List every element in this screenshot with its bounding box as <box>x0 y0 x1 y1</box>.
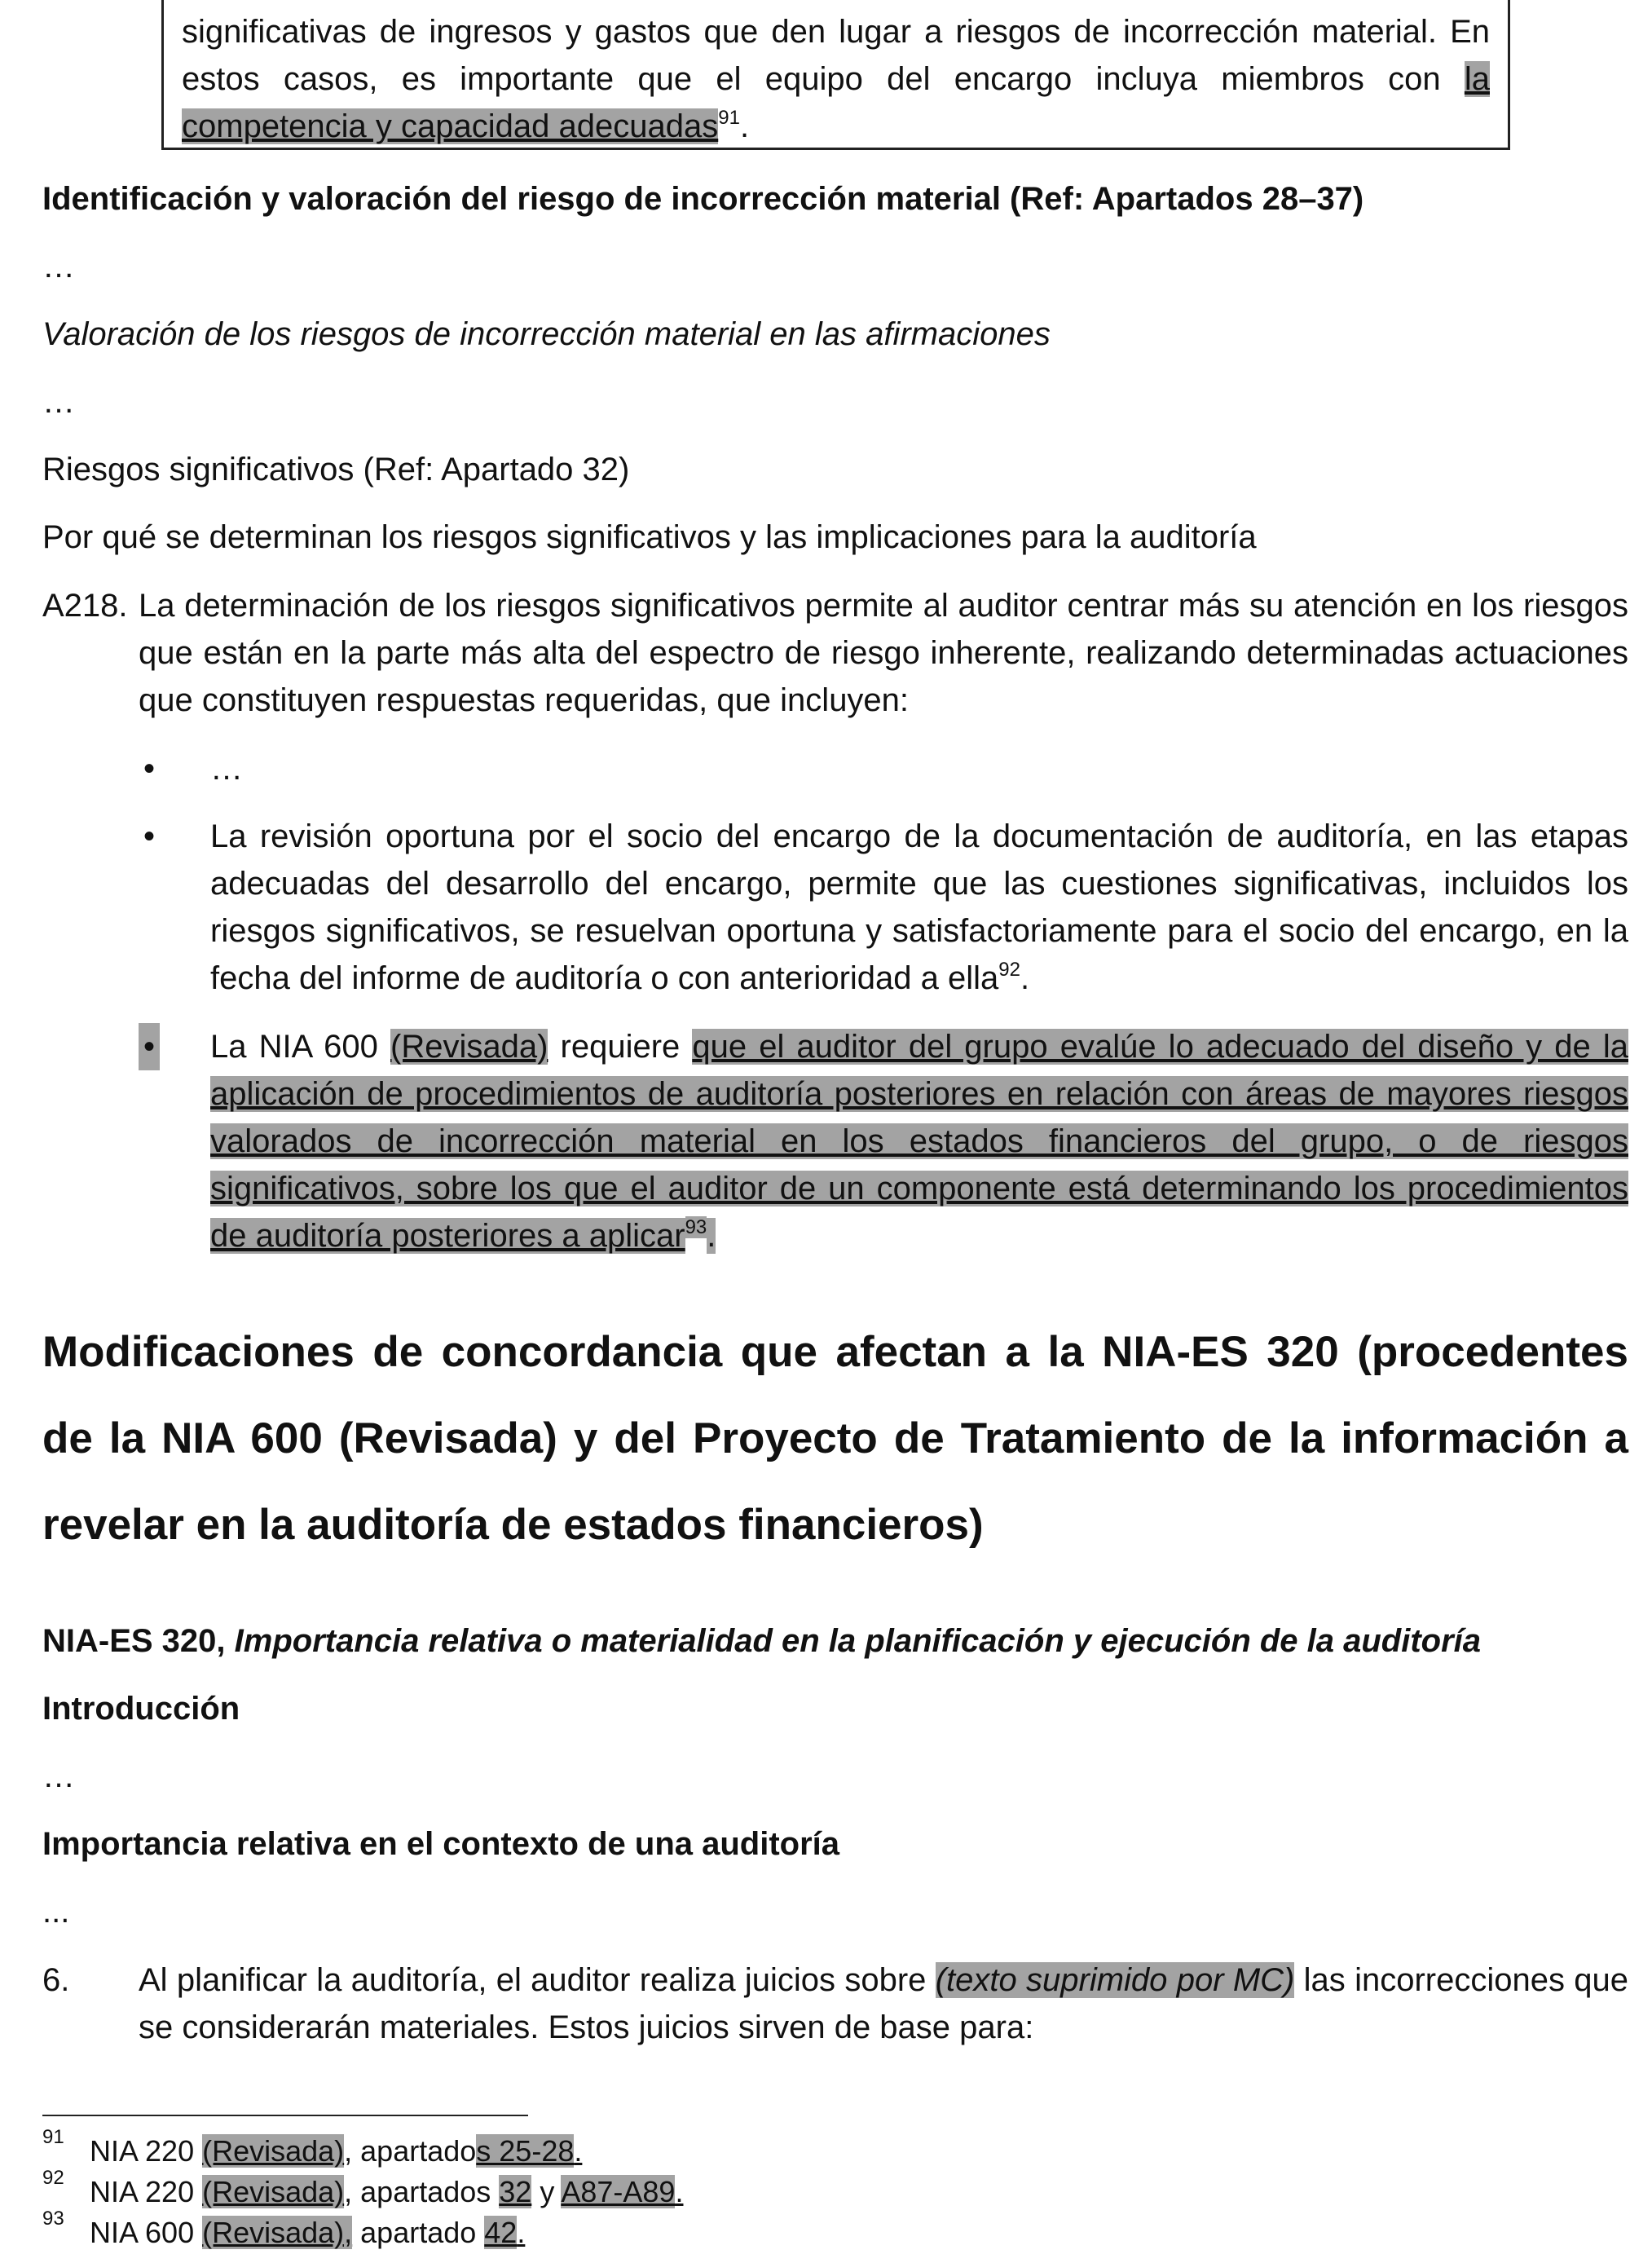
footnote-text-part: . <box>675 2175 684 2208</box>
ellipsis: ... <box>42 1894 70 1930</box>
boxed-paragraph <box>161 0 1510 150</box>
footnote-text-part: NIA 220 <box>90 2175 203 2208</box>
highlight-apartado-42: 42 <box>484 2216 518 2249</box>
footnote-number: 93 <box>42 2208 64 2230</box>
ellipsis: … <box>42 249 75 285</box>
ellipsis: … <box>42 1758 75 1794</box>
riesgos-ref: Riesgos significativos (Ref: Apartado 32) <box>42 452 630 487</box>
bullet-text-end: . <box>1020 960 1030 996</box>
heading-introduccion: Introducción <box>42 1691 240 1727</box>
highlight-a87-a89: A87-A89 <box>561 2175 676 2208</box>
highlight-apartado-32: 32 <box>499 2175 532 2208</box>
bullet-item-nia600 <box>210 1023 1628 1259</box>
bullet-item: … <box>210 751 243 787</box>
main-heading: Modificaciones de concordancia que afectan a la NIA-ES 320 (procedentes de la NIA 600 (Revisada) y del Proyecto de Tratamiento de la información a revelar en la auditoría de estados financieros) <box>42 1328 1628 1549</box>
footnote-text-part: NIA 600 <box>90 2216 203 2249</box>
subheading-valoracion: Valoración de los riesgos de incorrección material en las afirmaciones <box>42 316 1051 352</box>
footnote-91 <box>0 2126 1652 2172</box>
bullet-text-end: . <box>707 1218 716 1254</box>
bullet-marker: • <box>143 818 156 854</box>
footnote-text-part: NIA 220 <box>90 2134 203 2168</box>
bullet-text: La NIA 600 <box>210 1029 390 1065</box>
bullet-text: requiere <box>548 1029 693 1065</box>
bullet-text: La revisión oportuna por el socio del encargo de la documentación de auditoría, en las etapas adecuadas del desarrollo del encargo, permite que las cuestiones significativas, incluidos los riesgos significativos, se resuelvan oportuna y satisfactoriamente para el socio del encargo, en la fecha del informe de auditoría o con anterioridad a ella <box>210 818 1628 996</box>
bullet-marker-highlighted: • <box>139 1023 160 1070</box>
paragraph-number-a218: A218. <box>42 588 128 624</box>
paragraph-6 <box>139 1956 1628 2051</box>
highlight-apartados: s 25-28 <box>476 2134 575 2168</box>
highlight-revisada: (Revisada) <box>202 2134 345 2168</box>
footnote-text-part: , apartados <box>344 2175 500 2208</box>
footnote-separator <box>42 2115 528 2116</box>
paragraph-number-6: 6. <box>42 1962 70 1998</box>
heading-importancia: Importancia relativa en el contexto de una auditoría <box>42 1826 840 1862</box>
footnote-text <box>90 2131 582 2172</box>
footnote-ref-91[interactable]: 91 <box>718 106 740 129</box>
footnote-text-part: apartado <box>352 2216 485 2249</box>
footnote-number: 91 <box>42 2126 64 2148</box>
heading-identificacion: Identificación y valoración del riesgo de incorrección material (Ref: Apartados 28–37) <box>42 181 1364 217</box>
footnote-text-part: , apartado <box>344 2134 477 2168</box>
highlight-inserted-text: que el auditor del grupo evalúe lo adecuado del diseño y de la aplicación de procedimientos de auditoría posteriores en relación con áreas de mayores riesgos valorados de incorrección material en los estados financieros del grupo, o de riesgos significativos, sobre los que el auditor de un componente está determinando los procedimientos de auditoría posteriores a aplicar <box>210 1029 1628 1254</box>
footnote-ref-92[interactable]: 92 <box>998 958 1020 981</box>
footnote-text-part: y <box>531 2175 562 2208</box>
paragraph-text: Al planificar la auditoría, el auditor realiza juicios sobre <box>139 1962 936 1998</box>
footnote-text-part: . <box>517 2216 526 2249</box>
footnote-text <box>90 2172 683 2212</box>
bullet-marker: • <box>143 751 156 787</box>
highlight-suppressed: (texto suprimido por MC) <box>935 1962 1295 1998</box>
box-text: significativas de ingresos y gastos que den lugar a riesgos de incorrección material. En estos casos, es importante que el equipo del encargo incluya miembros con <box>182 14 1490 97</box>
box-text-end: . <box>739 108 750 144</box>
footnote-number: 92 <box>42 2167 64 2189</box>
footnote-text <box>90 2212 525 2253</box>
highlight-revisada: (Revisada) <box>390 1029 548 1065</box>
nia320-title-line <box>42 1617 1481 1665</box>
nia320-code: NIA-ES 320, <box>42 1623 235 1659</box>
bullet-item-revision <box>210 813 1628 1002</box>
box-highlight: la competencia y capacidad adecuadas <box>182 61 1490 144</box>
footnote-ref-93[interactable]: 93 <box>685 1215 707 1238</box>
highlight-revisada: (Revisada) <box>202 2175 345 2208</box>
paragraph-text: las incorrecciones que se considerarán materiales. Estos juicios sirven de base para: <box>139 1962 1629 2045</box>
footnote-93 <box>0 2208 1652 2253</box>
highlight-revisada: (Revisada), <box>202 2216 353 2249</box>
footnote-92 <box>0 2167 1652 2212</box>
nia320-title: Importancia relativa o materialidad en la planificación y ejecución de la auditoría <box>234 1623 1482 1659</box>
footnote-text-part: . <box>574 2134 583 2168</box>
boxed-paragraph-text <box>182 8 1490 150</box>
por-que-heading: Por qué se determinan los riesgos significativos y las implicaciones para la auditoría <box>42 519 1257 555</box>
paragraph-a218: La determinación de los riesgos significativos permite al auditor centrar más su atención en los riesgos que están en la parte más alta del espectro de riesgo inherente, realizando determinadas actuaciones que constituyen respuestas requeridas, que incluyen: <box>139 588 1628 718</box>
ellipsis: … <box>42 384 75 420</box>
